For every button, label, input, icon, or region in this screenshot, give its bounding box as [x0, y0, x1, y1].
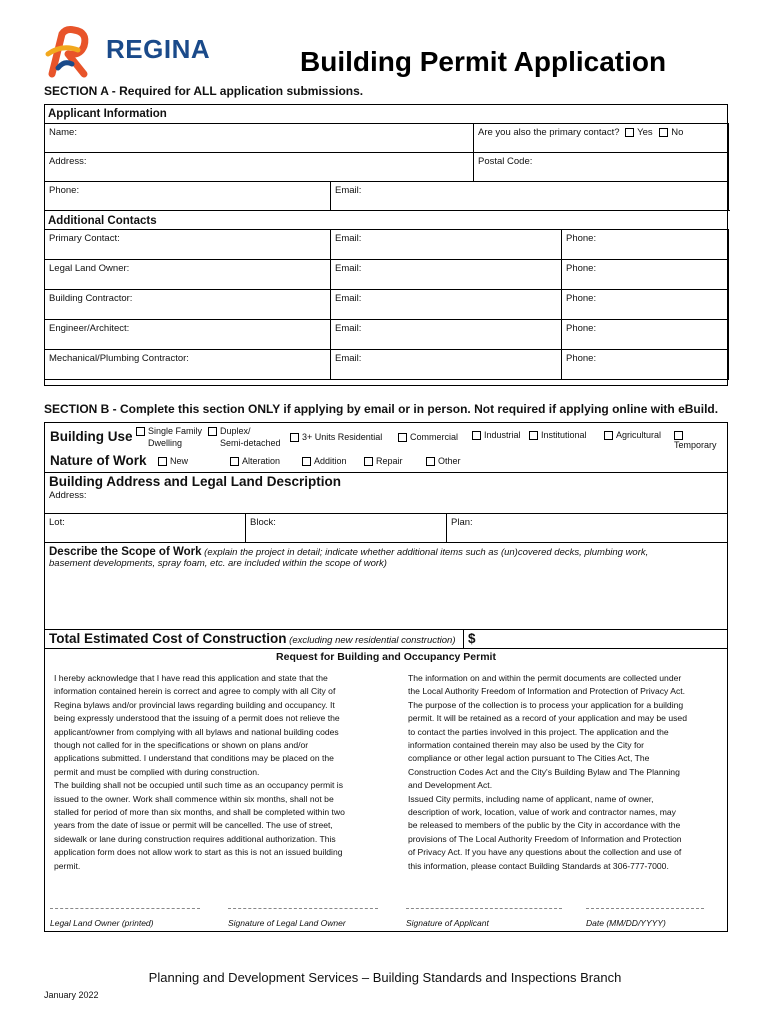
section-a-heading: SECTION A - Required for ALL application submissions. [44, 84, 364, 98]
section-b-heading: SECTION B - Complete this section ONLY if applying by email or in person. Not required if applying online with eBuild. [44, 402, 719, 416]
institutional-option[interactable]: Institutional [529, 430, 587, 440]
text-line: Regina bylaws and/or provincial laws regarding building and occupancy. It [54, 699, 335, 710]
regina-logo [44, 24, 224, 80]
text-line: The purpose of the collection is to process your application for a building [408, 699, 684, 710]
contact-role-field[interactable]: Building Contractor: [44, 289, 331, 320]
new-checkbox[interactable] [158, 457, 167, 466]
postal-code-field[interactable]: Postal Code: [473, 152, 729, 182]
contact-role-field[interactable]: Mechanical/Plumbing Contractor: [44, 349, 331, 380]
text-line: The building shall not be occupied until such time as an occupancy permit is [54, 780, 344, 791]
three-plus-units-option[interactable]: 3+ Units Residential [290, 432, 382, 442]
contact-email-field[interactable]: Email: [330, 289, 562, 320]
building-address-field[interactable]: Address: [49, 490, 87, 501]
text-line: permit and must be complied with during construction. [54, 766, 260, 777]
contact-email-field[interactable]: Email: [330, 229, 562, 260]
semi-detached-label: Semi-detached [220, 438, 281, 448]
contact-email-field[interactable]: Email: [330, 349, 562, 380]
text-line: applications submitted. I understand that conditions may be placed on the [54, 753, 334, 764]
text-line: information contained therein may also be used by the City for [408, 740, 644, 751]
duplex-option[interactable]: Duplex/ [208, 426, 251, 436]
three-plus-units-checkbox[interactable] [290, 433, 299, 442]
contact-phone-field[interactable]: Phone: [561, 289, 729, 320]
agricultural-option[interactable]: Agricultural [604, 430, 661, 440]
legal-owner-signature-line[interactable] [228, 908, 378, 909]
industrial-option[interactable]: Industrial [472, 430, 521, 440]
building-address-heading: Building Address and Legal Land Description [49, 474, 342, 489]
text-line: though not called for in the specifications or shown on plans and/or [54, 740, 309, 751]
text-line: years from the date of issue or permit will be cancelled. The use of street, [54, 820, 333, 831]
contact-role-field[interactable]: Legal Land Owner: [44, 259, 331, 290]
temporary-checkbox[interactable] [674, 431, 683, 440]
cost-heading: Total Estimated Cost of Construction [49, 631, 287, 646]
cost-field[interactable] [463, 629, 728, 649]
yes-checkbox[interactable] [625, 128, 634, 137]
nature-of-work-heading: Nature of Work [50, 453, 147, 468]
text-line: of Privacy Act. If you have any questions about the collection and use of [408, 847, 682, 858]
contact-phone-field[interactable]: Phone: [561, 259, 729, 290]
dwelling-label: Dwelling [148, 438, 183, 448]
block-field[interactable]: Block: [245, 513, 447, 543]
scope-note: (explain the project in detail; indicate whether additional items such as (un)covered decks, plumbing work, [204, 547, 649, 558]
text-line: provisions of The Local Authority Freedom of Information and Protection [408, 833, 682, 844]
applicant-signature-line[interactable] [406, 908, 562, 909]
additional-contacts-heading: Additional Contacts [48, 215, 157, 227]
duplex-checkbox[interactable] [208, 427, 217, 436]
contact-email-field[interactable]: Email: [330, 259, 562, 290]
contact-role-field[interactable]: Primary Contact: [44, 229, 331, 260]
legal-owner-printed-label: Legal Land Owner (printed) [50, 918, 154, 928]
text-line: Issued City permits, including name of applicant, name of owner, [408, 793, 654, 804]
section-b-form [44, 422, 728, 942]
text-line: permit. [54, 860, 81, 871]
date-line[interactable] [586, 908, 704, 909]
text-line: to contact the parties involved in this project. The application and the [408, 726, 669, 737]
contact-phone-field[interactable]: Phone: [561, 349, 729, 380]
address-field[interactable]: Address: [44, 152, 474, 182]
institutional-checkbox[interactable] [529, 431, 538, 440]
lot-field[interactable]: Lot: [44, 513, 246, 543]
request-heading: Request for Building and Occupancy Permit [276, 651, 496, 663]
other-checkbox[interactable] [426, 457, 435, 466]
legal-owner-printed-line[interactable] [50, 908, 200, 909]
text-line: Construction Codes Act and the City's Building Bylaw and The Planning [408, 766, 680, 777]
footer-date: January 2022 [44, 990, 99, 1000]
applicant-signature-label: Signature of Applicant [406, 918, 489, 928]
addition-checkbox[interactable] [302, 457, 311, 466]
contact-role-field[interactable]: Engineer/Architect: [44, 319, 331, 350]
new-option[interactable]: New [158, 456, 188, 466]
text-line: this information, please contact Building Standards at 306-777-7000. [408, 860, 669, 871]
no-checkbox[interactable] [659, 128, 668, 137]
text-line: stalled for period of more than six months, and shall be completed within two [54, 807, 345, 818]
contact-email-field[interactable]: Email: [330, 319, 562, 350]
contact-phone-field[interactable]: Phone: [561, 319, 729, 350]
repair-option[interactable]: Repair [364, 456, 403, 466]
applicant-info-heading: Applicant Information [48, 108, 167, 120]
privacy-text [408, 672, 726, 873]
date-label: Date (MM/DD/YYYY) [586, 918, 666, 928]
commercial-checkbox[interactable] [398, 433, 407, 442]
text-line: being expressly understood that the issuing of a permit does not relieve the [54, 713, 340, 724]
industrial-checkbox[interactable] [472, 431, 481, 440]
text-line: permit. It will be retained as a record of your application and may be used [408, 713, 687, 724]
text-line: compliance or other legal action pursuant to The Cities Act, The [408, 753, 650, 764]
plan-field[interactable]: Plan: [446, 513, 728, 543]
page-title: Building Permit Application [300, 46, 667, 77]
acknowledgement-text [54, 672, 394, 873]
text-line: and Development Act. [408, 780, 493, 791]
text-line: issued to the owner. Work shall commence within six months, shall not be [54, 793, 334, 804]
agricultural-checkbox[interactable] [604, 431, 613, 440]
text-line: information contained herein is correct and agree to comply with all City of [54, 686, 336, 697]
scope-of-work-heading: Describe the Scope of Work [49, 546, 202, 558]
text-line: description of work, location, value of work and contractor names, may [408, 807, 676, 818]
other-option[interactable]: Other [426, 456, 461, 466]
footer-branch: Planning and Development Services – Building Standards and Inspections Branch [148, 970, 622, 985]
alteration-option[interactable]: Alteration [230, 456, 280, 466]
single-family-option[interactable]: Single Family [136, 426, 202, 436]
text-line: be released to members of the public by the City in accordance with the [408, 820, 681, 831]
text-line: the Local Authority Freedom of Information and Protection of Privacy Act. [408, 686, 686, 697]
commercial-option[interactable]: Commercial [398, 432, 458, 442]
text-line: application form does not allow work to start as this is not an issued building [54, 847, 343, 858]
temporary-option[interactable]: Temporary [674, 430, 728, 450]
scope-of-work-field[interactable] [44, 542, 728, 630]
building-use-heading: Building Use [50, 429, 133, 444]
scope-note-2: basement developments, spray foam, etc. are included within the scope of work) [49, 558, 387, 569]
phone-field[interactable]: Phone: [44, 181, 331, 211]
text-line: I hereby acknowledge that I have read this application and state that the [54, 673, 328, 683]
cost-note: (excluding new residential construction) [289, 635, 456, 646]
addition-option[interactable]: Addition [302, 456, 347, 466]
text-line: sidewalk or lane during construction requires additional authorization. This [54, 833, 336, 844]
legal-owner-signature-label: Signature of Legal Land Owner [228, 918, 346, 928]
contact-phone-field[interactable]: Phone: [561, 229, 729, 260]
text-line: applicant/owner from complying with all bylaws and national building codes [54, 726, 339, 737]
primary-contact-question: Are you also the primary contact? Yes No [473, 123, 729, 153]
regina-r-logo-icon [44, 24, 104, 80]
dollar-sign: $ [468, 631, 476, 646]
repair-checkbox[interactable] [364, 457, 373, 466]
logo-wordmark: REGINA [106, 34, 211, 64]
email-field[interactable]: Email: [330, 181, 729, 211]
section-a-form [44, 104, 728, 386]
text-line: The information on and within the permit documents are collected under [408, 673, 682, 683]
name-field[interactable]: Name: [44, 123, 474, 153]
alteration-checkbox[interactable] [230, 457, 239, 466]
single-family-checkbox[interactable] [136, 427, 145, 436]
